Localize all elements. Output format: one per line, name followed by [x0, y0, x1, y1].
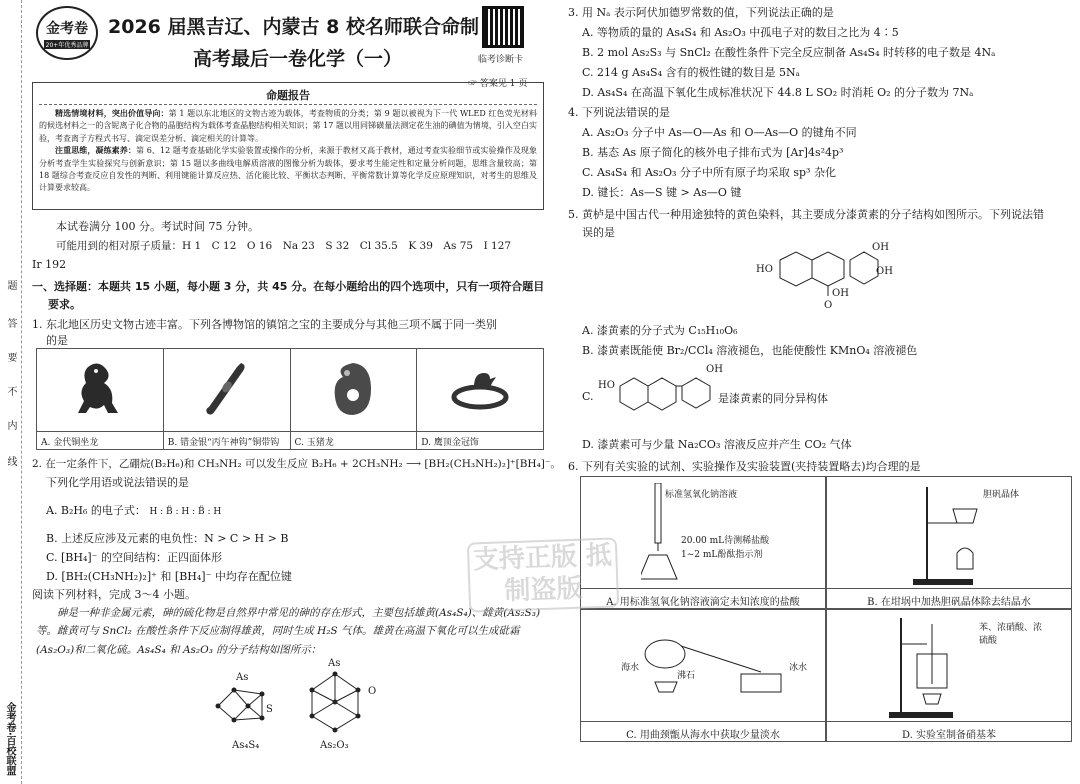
atomic-masses-cont: Ir 192 — [32, 258, 67, 271]
q5-option-b: B. 漆黄素既能使 Br₂/CCl₄ 溶液褪色，也能使酸性 KMnO₄ 溶液褪色 — [582, 344, 918, 357]
as2o3-label: As₂O₃ — [320, 740, 349, 751]
logo-subtext: 20+年优秀品牌 — [45, 42, 89, 49]
gutter-word: 题 — [5, 280, 16, 292]
option-b-apparatus-caption: B. 在坩埚中加热胆矾晶体除去结晶水 — [827, 588, 1071, 608]
brand-logo — [36, 6, 98, 60]
exam-title-line2: 高考最后一卷化学（一） — [193, 48, 403, 70]
s-atom-label: S — [266, 704, 273, 715]
report-p2-text: 第 6、12 题考查基础化学实验装置或操作的分析，来源于教材又高于教材，通过考查实验细节或实验操作及现象分析考查学生实验探究与创新意识；第 15 题以多曲线电解质溶液的图像分析为载体，要求考生能定性和定量分析问题，思维含量较高；第 18 题综合考查反应自发性的判断、利用键能计算反应热、活化能比较、平衡状态判断、平衡常数计算等化学反应原理知识，对考生的思维及计算要求较高。 — [39, 146, 538, 193]
q1-stem-cont: 的是 — [46, 334, 68, 347]
q3-option-a: A. 等物质的量的 As₄S₄ 和 As₂O₃ 中孤电子对的数目之比为 4∶5 — [582, 26, 899, 39]
indicator-note: 1~2 mL酚酞指示剂 — [681, 550, 763, 560]
anti-piracy-watermark — [467, 537, 619, 612]
q2-stem-cont: 下列化学用语或说法错误的是 — [46, 476, 189, 489]
right-column — [560, 0, 1075, 784]
gutter-word: 内 — [5, 420, 16, 432]
option-b-apparatus[interactable] — [826, 476, 1072, 609]
gold-crown-image — [450, 357, 510, 419]
exam-title-line1: 2026 届黑吉辽、内蒙古 8 校名师联合命制 — [108, 16, 479, 38]
q3-option-b: B. 2 mol As₂S₃ 与 SnCl₂ 在酸性条件下完全反应制备 As₄S₄ 时转移的电子数是 4Nₐ — [582, 46, 996, 59]
q4-option-c: C. As₄S₄ 和 As₂O₃ 分子中所有原子均采取 sp³ 杂化 — [582, 166, 836, 179]
gutter-word: 要 — [5, 352, 16, 364]
as4s4-label: As₄S₄ — [232, 740, 260, 751]
section-heading: 一、选择题：本题共 15 小题，每小题 3 分，共 45 分。在每小题给出的四个选项中，只有一项符合题目 — [32, 280, 545, 293]
q5-option-c-text: 是漆黄素的同分异构体 — [718, 392, 828, 405]
option-b-artifact[interactable] — [164, 349, 291, 449]
b2h6-electron-formula: H : B̈ : H : B̈ : H — [149, 507, 222, 517]
q2-option-a-text: A. B₂H₆ 的电子式： — [46, 504, 146, 517]
as-atom-label-2: As — [328, 658, 341, 669]
q5-option-a: A. 漆黄素的分子式为 C₁₅H₁₀O₆ — [582, 324, 738, 337]
logo-text: 金考卷 — [46, 21, 88, 37]
left-column — [28, 0, 561, 784]
isomer-ho-label: HO — [598, 380, 615, 391]
q3-option-c: C. 214 g As₄S₄ 含有的极性键的数目是 5Nₐ — [582, 66, 800, 79]
option-d-artifact[interactable] — [417, 349, 543, 449]
proposition-report — [32, 82, 544, 210]
oh-group-label-1: OH — [872, 242, 889, 253]
report-paragraph-1 — [39, 108, 537, 145]
option-c-apparatus-caption: C. 用曲颈甑从海水中获取少量淡水 — [581, 721, 825, 741]
binding-gutter — [0, 0, 22, 784]
hcl-sample-note: 20.00 mL待测稀盐酸 — [681, 536, 770, 546]
atomic-masses: 可能用到的相对原子质量：H 1 C 12 O 16 Na 23 S 32 Cl 35.5 K 39 As 75 I 127 — [56, 240, 512, 252]
as-atom-label: As — [236, 672, 249, 683]
nitrobenzene-setup — [887, 614, 967, 720]
q5-option-d: D. 漆黄素可与少量 Na₂CO₃ 溶液反应并产生 CO₂ 气体 — [582, 438, 852, 451]
gutter-word: 线 — [5, 456, 16, 468]
ho-group-label: HO — [756, 264, 773, 275]
answer-reference-text: 答案见 1 页 — [479, 79, 528, 89]
reading-instruction: 阅读下列材料，完成 3～4 小题。 — [32, 588, 196, 601]
option-d-apparatus[interactable] — [826, 609, 1072, 742]
oh-group-label-2: OH — [876, 266, 893, 277]
isomer-structure — [610, 364, 720, 428]
report-title: 命题报告 — [39, 87, 537, 105]
q5-stem: 5. 黄栌是中国古代一种用途独特的黄色染料，其主要成分漆黄素的分子结构如图所示。下列说法错 — [568, 208, 1044, 221]
q2-option-b: B. 上述反应涉及元素的电负性：N > C > H > B — [46, 532, 289, 545]
q2-option-d: D. [BH₂(CH₃NH₂)₂]⁺ 和 [BH₄]⁻ 中均存在配位键 — [46, 570, 292, 583]
option-a-artifact[interactable] — [37, 349, 164, 449]
exam-info: 本试卷满分 100 分。考试时间 75 分钟。 — [56, 220, 259, 233]
option-c-artifact[interactable] — [291, 349, 418, 449]
bronze-dragon-image — [70, 357, 130, 419]
qr-code[interactable] — [482, 6, 524, 48]
q2-option-a — [46, 502, 221, 518]
option-d-caption: D. 鹰顶金冠饰 — [417, 431, 543, 449]
o-atom-label: O — [368, 686, 377, 697]
belt-hook-image — [197, 357, 257, 419]
oh-group-label-3: OH — [832, 288, 849, 299]
report-p2-label: 注重思维，凝练素养： — [55, 146, 136, 156]
as4s4-structure — [208, 676, 288, 736]
qr-caption: 临考诊断卡 — [478, 55, 524, 65]
option-a-apparatus-caption: A. 用标准氢氧化钠溶液滴定未知浓度的盐酸 — [581, 588, 825, 608]
option-b-caption: B. 错金银“丙午神钩”铜带钩 — [164, 431, 290, 449]
q4-option-d: D. 键长：As—S 键 > As—O 键 — [582, 186, 742, 199]
carbonyl-o-label: O — [824, 300, 833, 311]
gutter-brand: 金考卷·百校联盟 — [4, 702, 15, 776]
gutter-word: 不 — [5, 386, 16, 398]
gutter-word: 答 — [5, 318, 16, 330]
jade-pig-dragon-image — [323, 357, 383, 419]
blue-vitriol-note: 胆矾晶体 — [983, 490, 1020, 500]
retort-distillation-setup — [631, 620, 791, 710]
watermark-text: 支持正版 抵制盗版 — [472, 540, 613, 607]
arsenic-passage: 砷是一种非金属元素，砷的硫化物是自然界中常见的砷的存在形式，主要包括雄黄(As₄S₄)、雌黄(As₂S₃)等。雌黄可与 SnCl₂ 在酸性条件下反应制得雄黄，同时生成 H₂S 气体。雄黄在高温下氧化可以生成砒霜(As₂O₃)和二氧化硫。As₄S₄ 和 As₂O₃ 的分子结构如图所示： — [36, 607, 541, 656]
option-c-caption: C. 玉猪龙 — [291, 431, 417, 449]
benzene-acids-note: 苯、浓硝酸、浓硫酸 — [979, 623, 1043, 646]
q3-stem: 3. 用 Nₐ 表示阿伏加德罗常数的值，下列说法正确的是 — [568, 6, 834, 19]
q6-apparatus-grid — [580, 476, 1072, 742]
answer-reference: ☞ 答案见 1 页 — [468, 79, 528, 89]
q1-artifact-table — [36, 348, 544, 450]
q4-option-a: A. As₂O₃ 分子中 As—O—As 和 O—As—O 的键角不同 — [582, 126, 857, 139]
report-p1-text: 第 1 题以东北地区的文物古迹为载体，考查物质的分类；第 9 题以被视为下一代 WLED 红色荧光材料的候选材料之一的含铌离子化合物的晶胞结构为载体考查晶胞结构相关知识；第 17 题以用同锑磺量法测定花生油的碘值为情境，引入空白实验，考查离子方程式书写、滴定误差分析、滴定相关的计算等。 — [39, 109, 537, 143]
option-a-caption: A. 金代铜坐龙 — [37, 431, 163, 449]
section-heading-cont: 要求。 — [48, 298, 81, 311]
option-c-apparatus[interactable] — [580, 609, 826, 742]
q3-option-d: D. As₄S₄ 在高温下氧化生成标准状况下 44.8 L SO₂ 时消耗 O₂ 的分子数为 7Nₐ — [582, 86, 974, 99]
q4-stem: 4. 下列说法错误的是 — [568, 106, 670, 119]
q1-stem-text: 1. 东北地区历史文物古迹丰富。下列各博物馆的镇馆之宝的主要成分与其他三项不属于同一类别 — [32, 318, 497, 331]
boiling-chip-note: 沸石 — [677, 671, 696, 681]
q2-stem: 2. 在一定条件下，乙硼烷(B₂H₆)和 CH₃NH₂ 可以发生反应 B₂H₆ + 2CH₃NH₂ ⟶ [BH₂(CH₃NH₂)₂]⁺[BH₄]⁻。 — [32, 458, 561, 470]
report-paragraph-2 — [39, 145, 537, 195]
isomer-oh-label-1: OH — [706, 364, 723, 375]
q5-stem-cont: 误的是 — [582, 226, 615, 239]
q4-option-b: B. 基态 As 原子简化的核外电子排布式为 [Ar]4s²4p³ — [582, 146, 844, 159]
q6-stem: 6. 下列有关实验的试剂、实验操作及实验装置(夹持装置略去)均合理的是 — [568, 460, 921, 473]
q5-option-c-prefix: C. — [582, 390, 594, 403]
naoh-standard-note: 标准氢氧化钠溶液 — [665, 490, 738, 500]
q2-option-c: C. [BH₄]⁻ 的空间结构：正四面体形 — [46, 551, 222, 564]
option-d-apparatus-caption: D. 实验室制备硝基苯 — [827, 721, 1071, 741]
q1-stem — [32, 316, 497, 332]
ice-water-note: 冰水 — [789, 663, 808, 673]
seawater-note: 海水 — [621, 663, 640, 673]
report-p1-label: 精选情境材料，突出价值导向： — [55, 109, 169, 119]
as2o3-structure — [300, 668, 370, 738]
